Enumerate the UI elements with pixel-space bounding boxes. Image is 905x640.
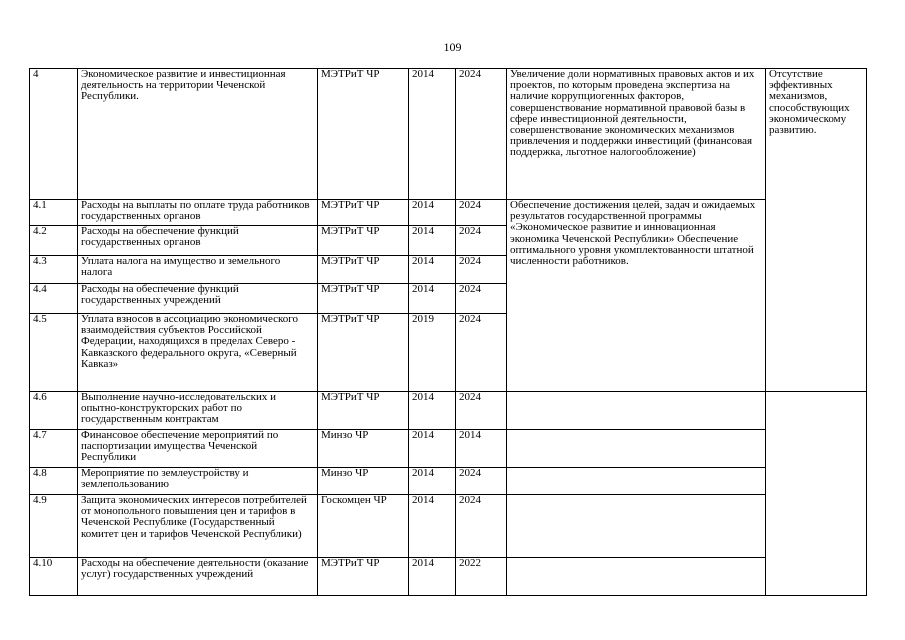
activity-name: Уплата налога на имущество и земельного налога — [78, 256, 318, 284]
start-year: 2014 — [409, 558, 456, 596]
activity-name: Расходы на обеспечение деятельности (оказание услуг) государственных учреждений — [78, 558, 318, 596]
end-year: 2014 — [456, 430, 507, 468]
start-year: 2014 — [409, 226, 456, 256]
start-year: 2019 — [409, 314, 456, 392]
row-number: 4.6 — [30, 392, 78, 430]
row-number: 4.4 — [30, 284, 78, 314]
table-row — [30, 69, 867, 200]
expected-result-empty — [507, 392, 766, 430]
executor: МЭТРиТ ЧР — [318, 69, 409, 200]
start-year: 2014 — [409, 200, 456, 226]
row-number: 4.2 — [30, 226, 78, 256]
consequences-empty — [766, 392, 867, 596]
end-year: 2024 — [456, 314, 507, 392]
table-row — [30, 495, 867, 558]
expected-result-empty — [507, 430, 766, 468]
end-year: 2024 — [456, 468, 507, 495]
end-year: 2024 — [456, 495, 507, 558]
table-row — [30, 468, 867, 495]
expected-result-empty — [507, 495, 766, 558]
start-year: 2014 — [409, 468, 456, 495]
start-year: 2014 — [409, 495, 456, 558]
end-year: 2024 — [456, 256, 507, 284]
executor: МЭТРиТ ЧР — [318, 558, 409, 596]
row-number: 4.3 — [30, 256, 78, 284]
activity-name: Мероприятие по землеустройству и землепользованию — [78, 468, 318, 495]
expected-result: Увеличение доли нормативных правовых актов и их проектов, по которым проведена экспертиза на наличие коррупциогенных факторов, совершенствование нормативной правовой базы в сфере инвестиционной деятельности, совершенствование экономических механизмов привлечения и поддержки инвестиций (финансовая поддержка, льготное налогообложение) — [507, 69, 766, 200]
activity-name: Уплата взносов в ассоциацию экономического взаимодействия субъектов Российской Федерации, находящихся в пределах Северо - Кавказского федерального округа, «Северный Кавказ» — [78, 314, 318, 392]
executor: Госкомцен ЧР — [318, 495, 409, 558]
end-year: 2024 — [456, 284, 507, 314]
activity-name: Выполнение научно-исследовательских и опытно-конструкторских работ по государственным контрактам — [78, 392, 318, 430]
activity-name: Защита экономических интересов потребителей от монопольного повышения цен и тарифов в Чеченской Республике (Государственный комитет цен и тарифов Чеченской Республики) — [78, 495, 318, 558]
program-table — [29, 68, 867, 596]
table-row — [30, 200, 867, 226]
executor: МЭТРиТ ЧР — [318, 200, 409, 226]
activity-name: Финансовое обеспечение мероприятий по паспортизации имущества Чеченской Республики — [78, 430, 318, 468]
executor: МЭТРиТ ЧР — [318, 314, 409, 392]
executor: МЭТРиТ ЧР — [318, 284, 409, 314]
table-row — [30, 392, 867, 430]
row-number: 4.9 — [30, 495, 78, 558]
non-implementation-consequences: Отсутствие эффективных механизмов, способствующих экономическому развитию. — [766, 69, 867, 392]
row-number: 4.7 — [30, 430, 78, 468]
start-year: 2014 — [409, 284, 456, 314]
expected-result-empty — [507, 468, 766, 495]
start-year: 2014 — [409, 256, 456, 284]
start-year: 2014 — [409, 69, 456, 200]
start-year: 2014 — [409, 392, 456, 430]
executor: МЭТРиТ ЧР — [318, 392, 409, 430]
executor: Минзо ЧР — [318, 468, 409, 495]
start-year: 2014 — [409, 430, 456, 468]
page-number: 109 — [443, 40, 462, 54]
end-year: 2022 — [456, 558, 507, 596]
executor: МЭТРиТ ЧР — [318, 256, 409, 284]
row-number: 4 — [30, 69, 78, 200]
activity-name: Расходы на обеспечение функций государственных учреждений — [78, 284, 318, 314]
executor: Минзо ЧР — [318, 430, 409, 468]
end-year: 2024 — [456, 200, 507, 226]
activity-name: Расходы на обеспечение функций государственных органов — [78, 226, 318, 256]
executor: МЭТРиТ ЧР — [318, 226, 409, 256]
activity-name: Экономическое развитие и инвестиционная деятельность на территории Чеченской Республики. — [78, 69, 318, 200]
table-row — [30, 430, 867, 468]
row-number: 4.1 — [30, 200, 78, 226]
end-year: 2024 — [456, 392, 507, 430]
end-year: 2024 — [456, 69, 507, 200]
row-number: 4.10 — [30, 558, 78, 596]
expected-result-empty — [507, 558, 766, 596]
row-number: 4.5 — [30, 314, 78, 392]
activity-name: Расходы на выплаты по оплате труда работников государственных органов — [78, 200, 318, 226]
row-number: 4.8 — [30, 468, 78, 495]
end-year: 2024 — [456, 226, 507, 256]
table-row — [30, 558, 867, 596]
expected-result: Обеспечение достижения целей, задач и ожидаемых результатов государственной программы «Экономическое развитие и инновационная экономика Чеченской Республики» Обеспечение оптимального уровня укомплектованности штатной численности работников. — [507, 200, 766, 392]
